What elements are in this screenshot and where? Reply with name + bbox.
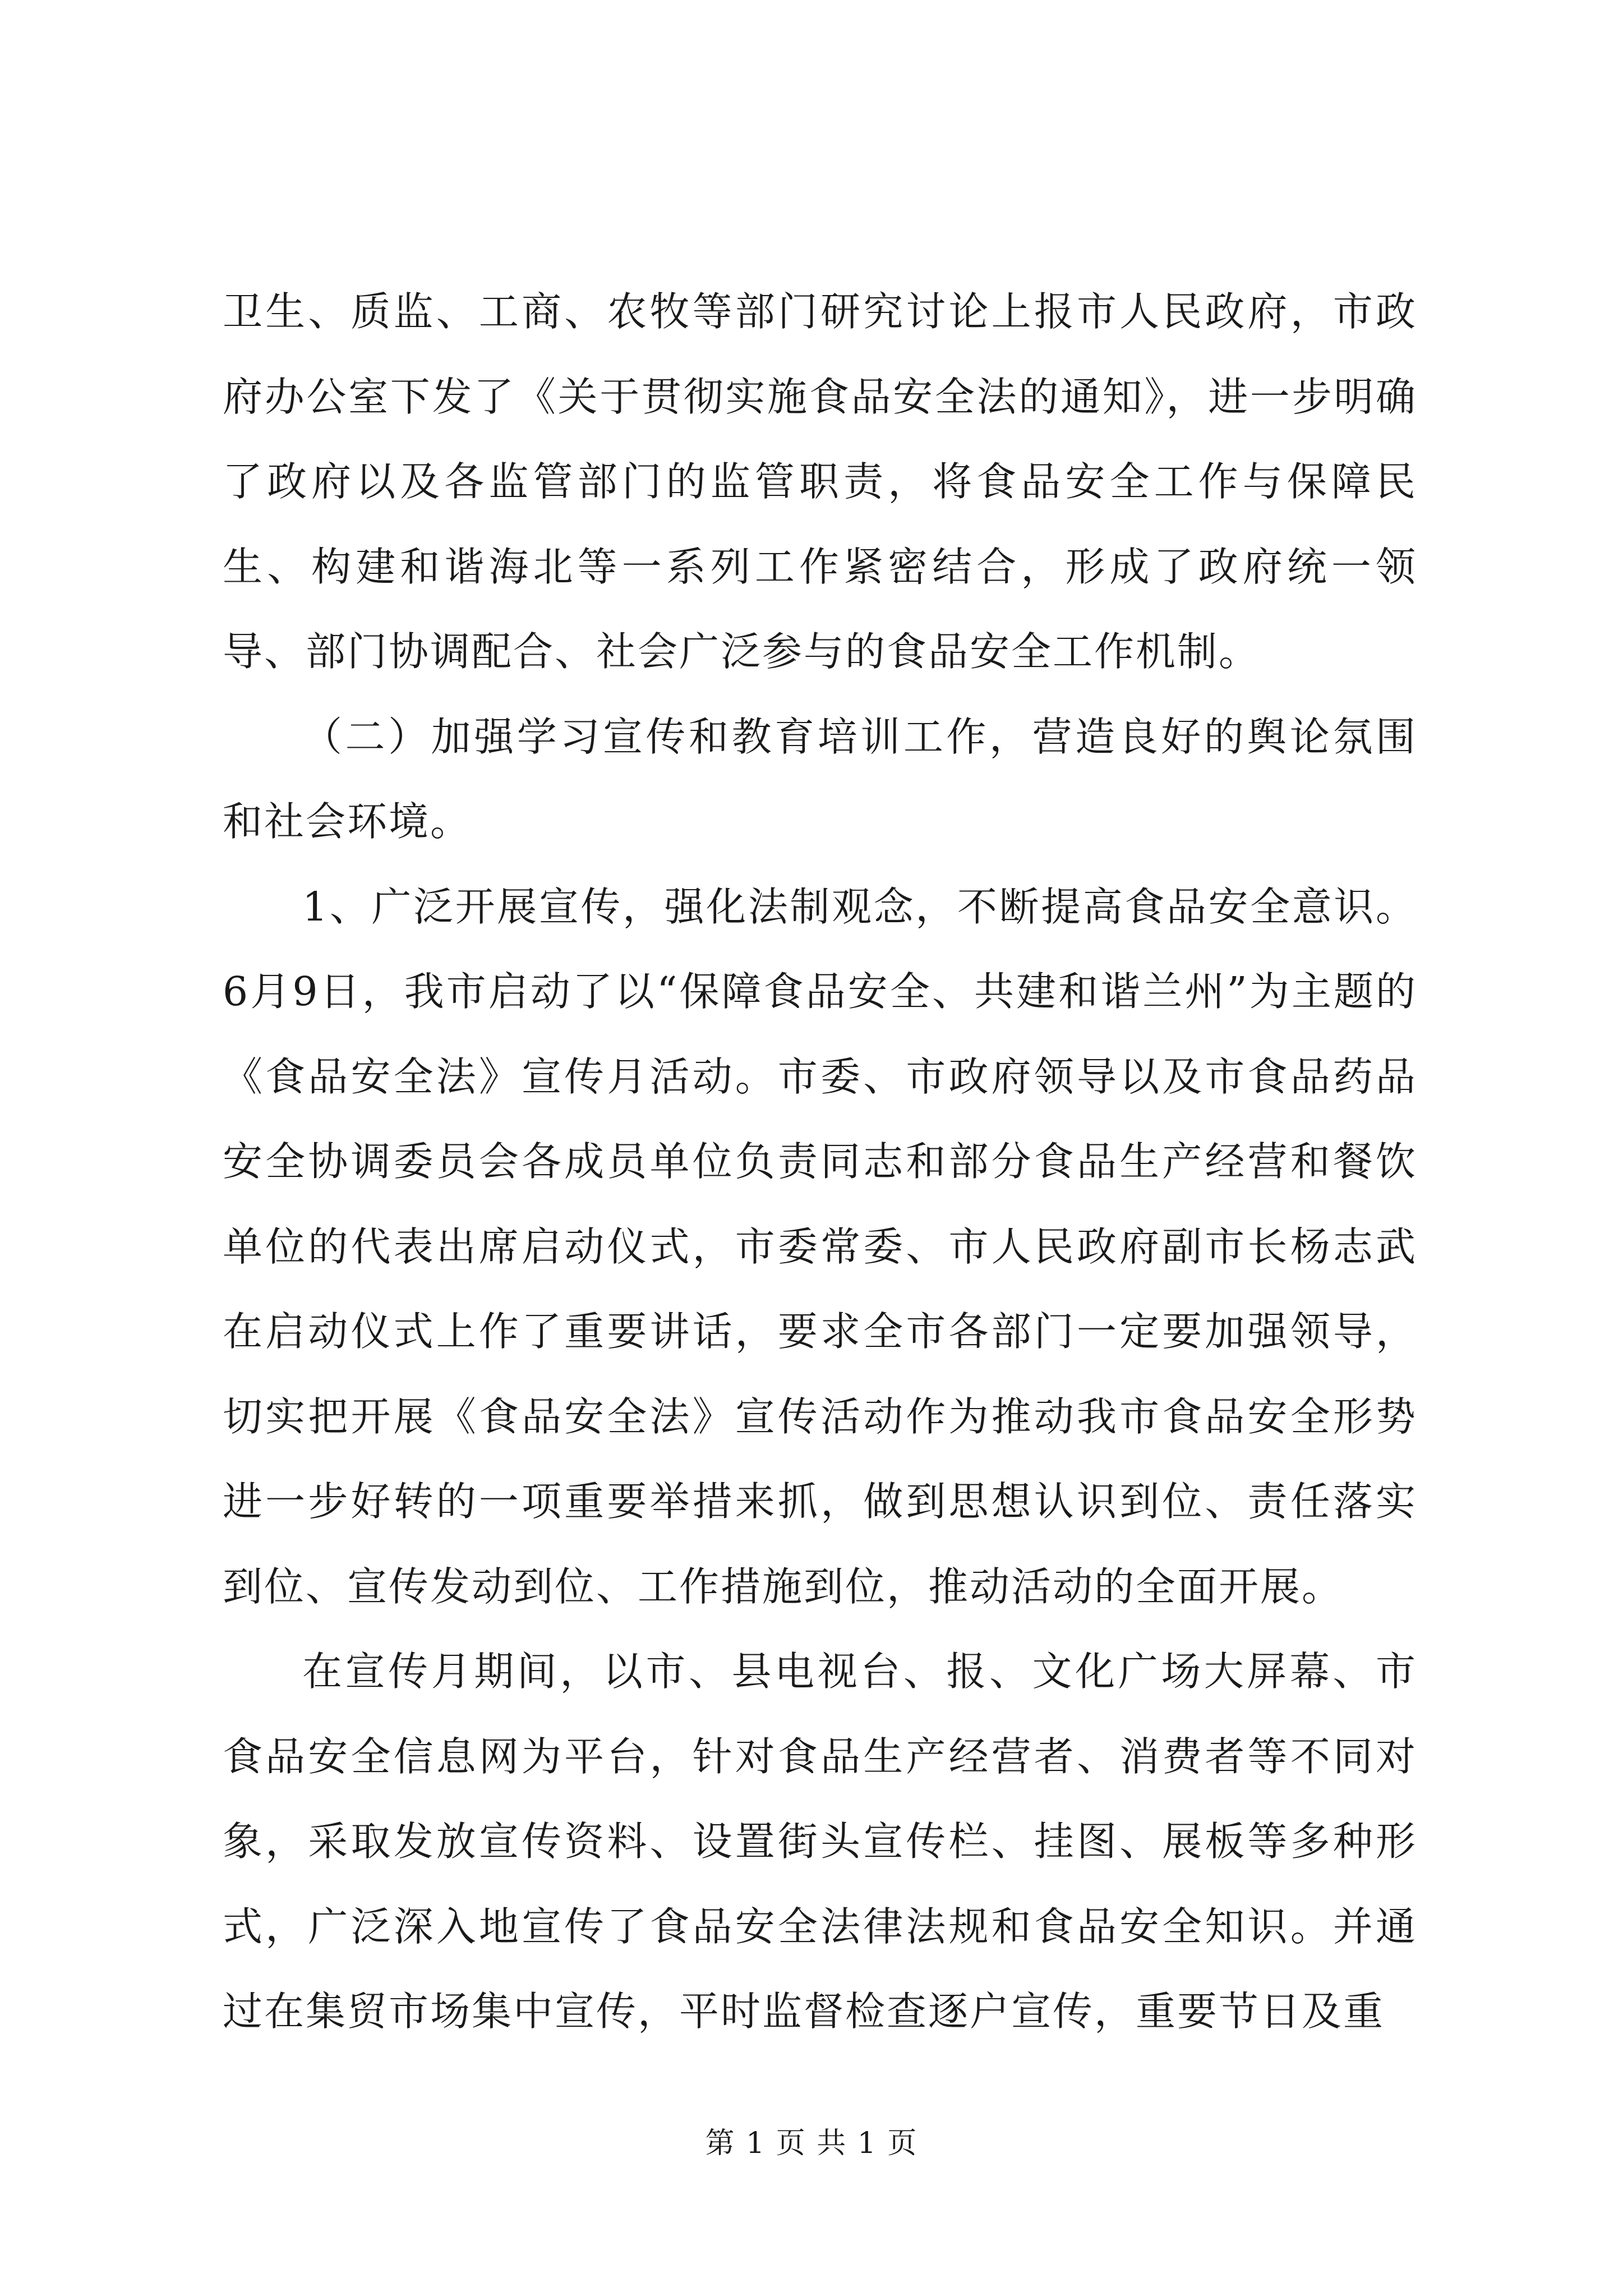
paragraph-publicity-month: 在宣传月期间，以市、县电视台、报、文化广场大屏幕、市食品安全信息网为平台，针对食品生产经营者、消费者等不同对象，采取发放宣传资料、设置街头宣传栏、挂图、展板等多种形式，广泛深入地宣传了食品安全法律法规和食品安全知识。并通过在集贸市场集中宣传，平时监督检查逐户宣传，重要节日及重 (223, 1648, 1417, 2035)
page-number-footer: 第 1 页 共 1 页 (705, 2127, 918, 2160)
paragraph-continuation: 卫生、质监、工商、农牧等部门研究讨论上报市人民政府，市政府办公室下发了《关于贯彻实施食品安全法的通知》，进一步明确了政府以及各监管部门的监管职责，将食品安全工作与保障民生、构建和谐海北等一系列工作紧密结合，形成了政府统一领导、部门协调配合、社会广泛参与的食品安全工作机制。 (223, 288, 1417, 675)
document-body (223, 269, 1417, 2054)
paragraph-publicity: 1、广泛开展宣传，强化法制观念，不断提高食品安全意识。6月9日，我市启动了以“保障食品安全、共建和谐兰州”为主题的《食品安全法》宣传月活动。市委、市政府领导以及市食品药品安全协调委员会各成员单位负责同志和部分食品生产经营和餐饮单位的代表出席启动仪式，市委常委、市人民政府副市长杨志武在启动仪式上作了重要讲话，要求全市各部门一定要加强领导，切实把开展《食品安全法》宣传活动作为推动我市食品安全形势进一步好转的一项重要举措来抓，做到思想认识到位、责任落实到位、宣传发动到位、工作措施到位，推动活动的全面开展。 (223, 883, 1417, 1610)
paragraph-section-heading: （二）加强学习宣传和教育培训工作，营造良好的舆论氛围和社会环境。 (223, 713, 1417, 845)
